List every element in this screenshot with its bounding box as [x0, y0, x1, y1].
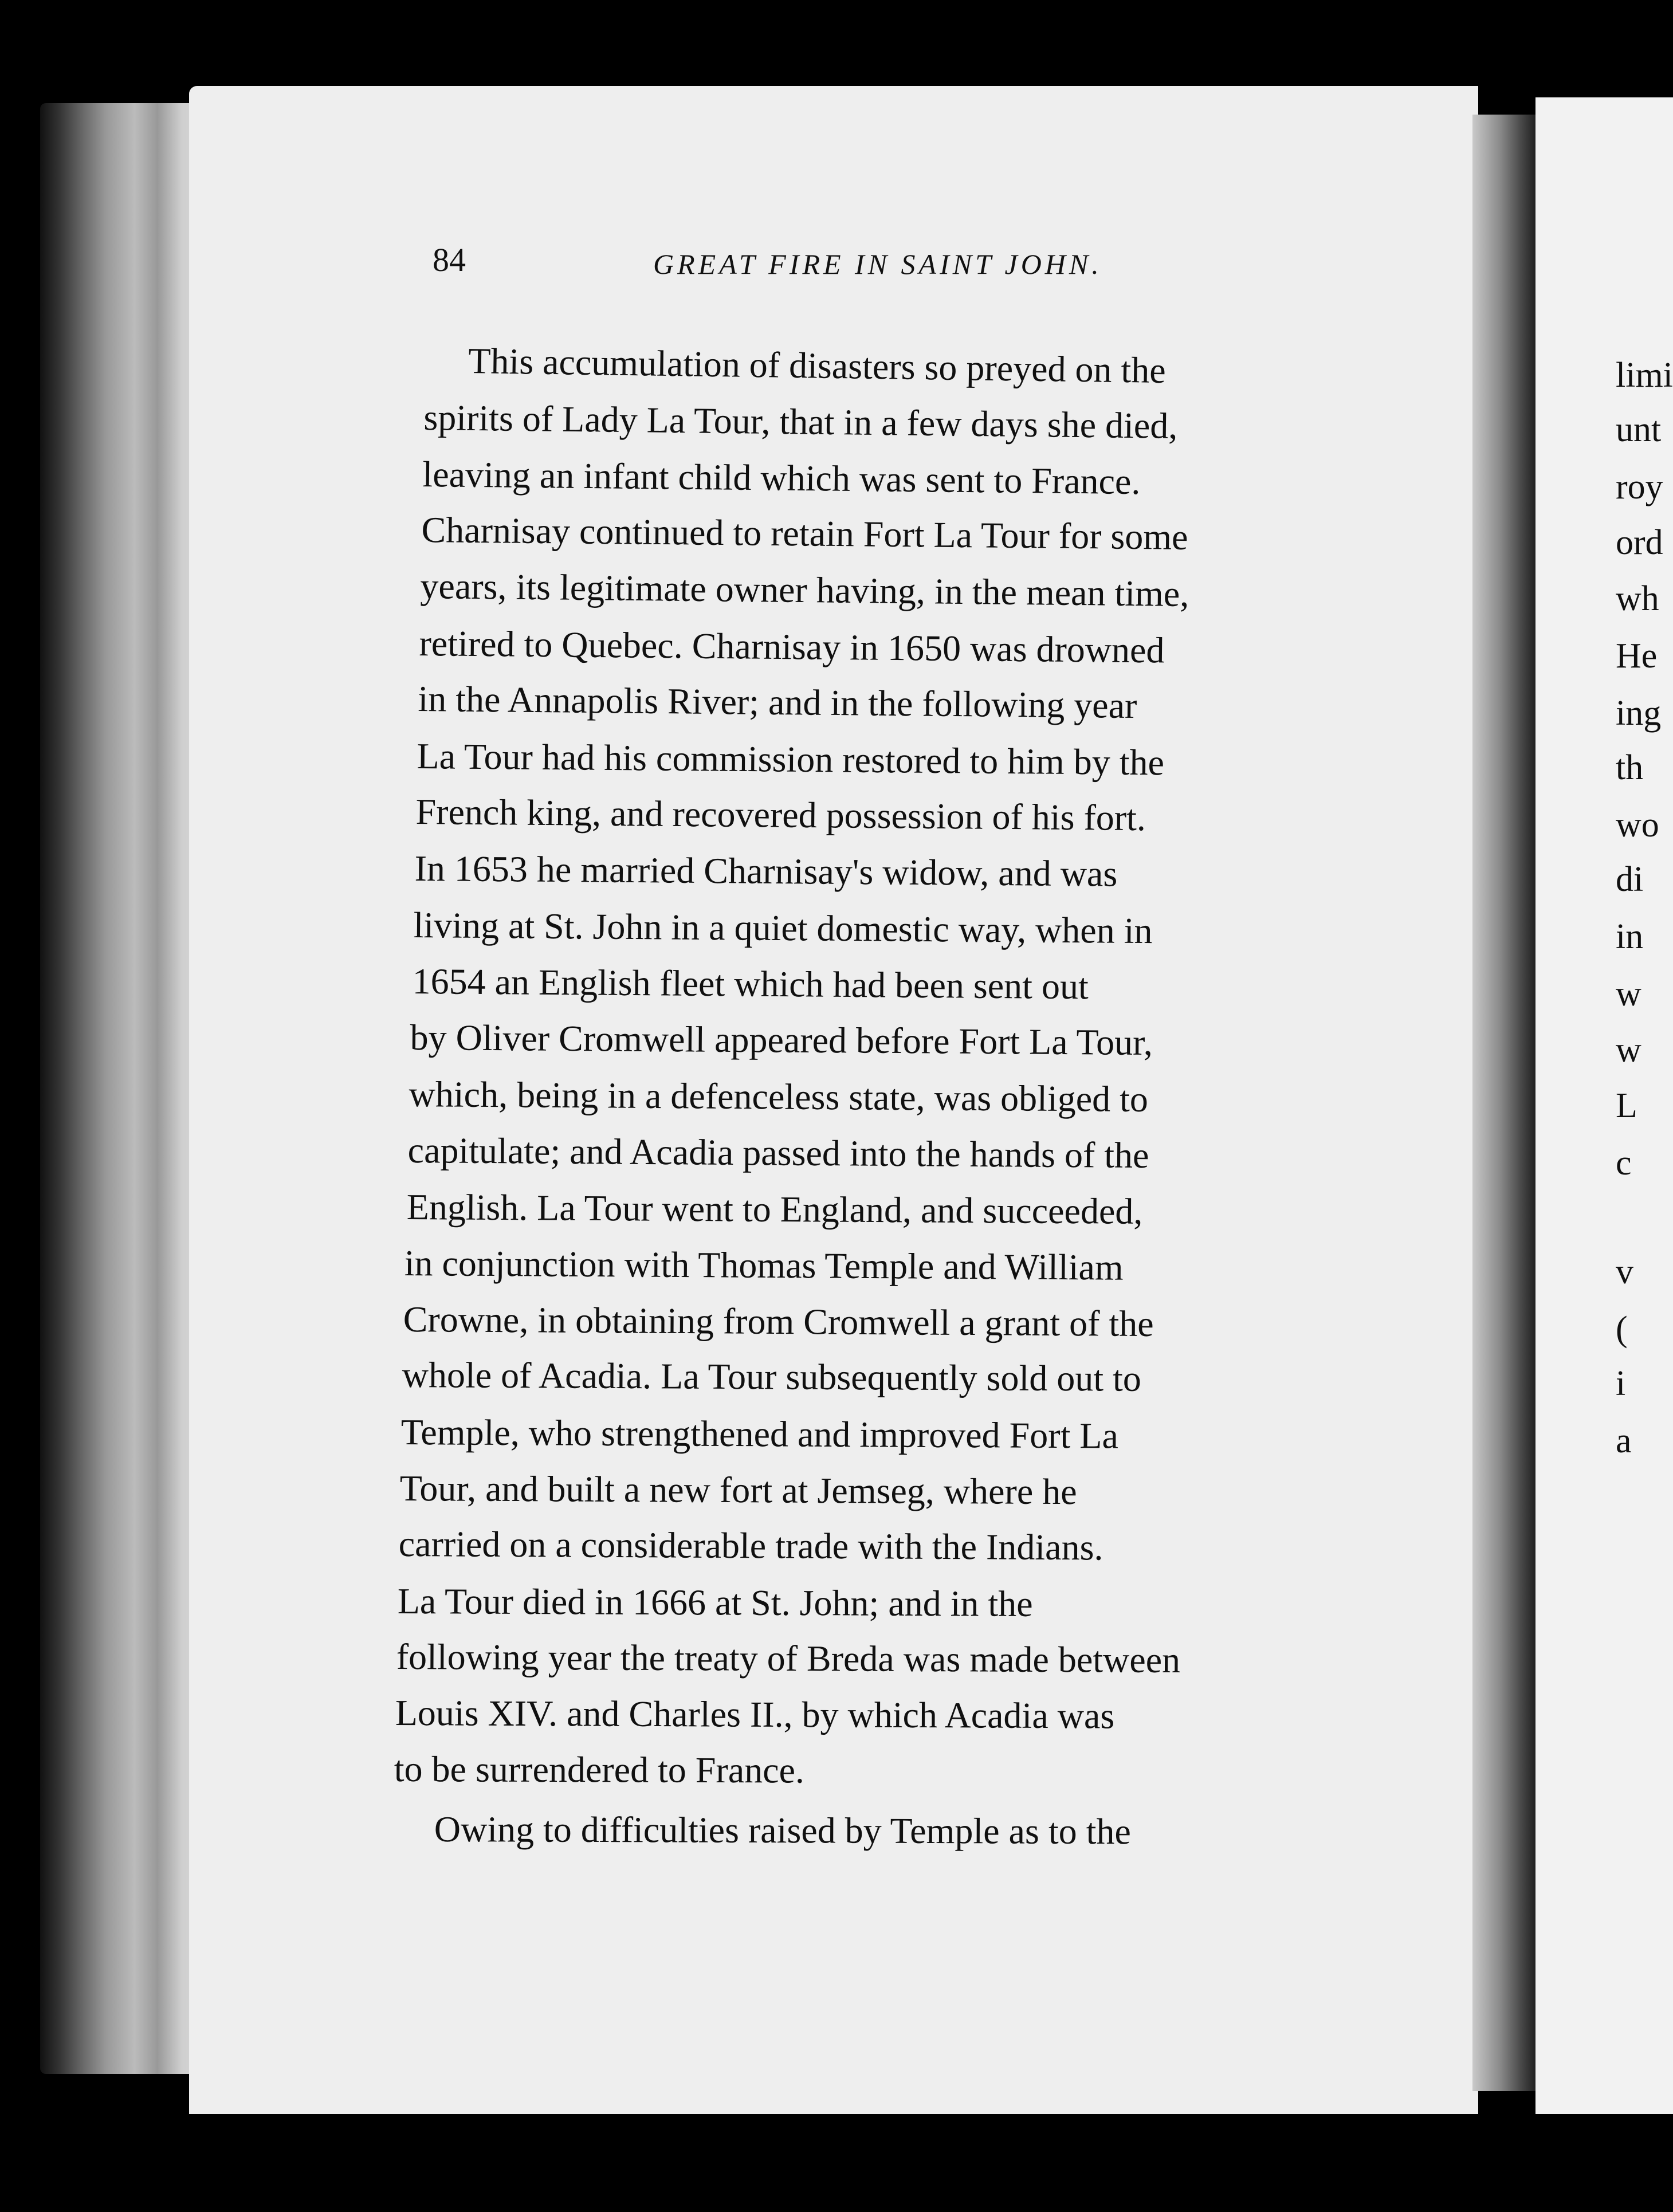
- text-line: in conjunction with Thomas Temple and William: [404, 1242, 1124, 1288]
- text-line: retired to Quebec. Charnisay in 1650 was drowned: [419, 622, 1165, 671]
- text-line: which, being in a defenceless state, was obliged to: [409, 1073, 1149, 1120]
- fragment: ing: [1616, 694, 1662, 733]
- fragment: w: [1616, 975, 1641, 1013]
- text-line: This accumulation of disasters so preyed on the: [468, 340, 1167, 391]
- text-line: living at St. John in a quiet domestic way, when in: [413, 904, 1153, 952]
- text-line: to be surrendered to France.: [394, 1749, 805, 1791]
- fragment: w: [1616, 1031, 1641, 1070]
- page-number: 84: [433, 241, 466, 278]
- text-line: by Oliver Cromwell appeared before Fort La Tour,: [410, 1016, 1153, 1063]
- text-line: following year the treaty of Breda was made between: [396, 1636, 1181, 1680]
- fragment: He: [1616, 637, 1658, 675]
- fragment: L: [1616, 1086, 1637, 1125]
- text-line: capitulate; and Acadia passed into the hands of the: [407, 1129, 1149, 1176]
- text-line: Charnisay continued to retain Fort La Tour for some: [421, 509, 1188, 557]
- fragment: a: [1616, 1421, 1632, 1460]
- fragment: i: [1616, 1364, 1626, 1403]
- fragment: c: [1616, 1144, 1632, 1182]
- text-line: in the Annapolis River; and in the following year: [418, 678, 1137, 726]
- text-line: Temple, who strengthened and improved Fort La: [400, 1411, 1119, 1456]
- text-line: 1654 an English fleet which had been sent out: [412, 960, 1089, 1007]
- text-line: La Tour had his commission restored to him by the: [417, 735, 1165, 783]
- text-line: Owing to difficulties raised by Temple as to the: [434, 1809, 1131, 1852]
- text-line: carried on a considerable trade with the Indians.: [398, 1523, 1103, 1568]
- fragment: wo: [1616, 806, 1659, 844]
- text-line: years, its legitimate owner having, in the mean time,: [420, 565, 1189, 615]
- fragment: v: [1616, 1252, 1633, 1291]
- fragment: wh: [1616, 579, 1659, 618]
- text-line: spirits of Lady La Tour, that in a few days she died,: [423, 396, 1178, 446]
- text-line: In 1653 he married Charnisay's widow, and was: [414, 847, 1118, 894]
- text-line: Crowne, in obtaining from Cromwell a grant of the: [403, 1298, 1154, 1345]
- fragment: ord: [1616, 523, 1663, 562]
- text-line: English. La Tour went to England, and succeeded,: [406, 1186, 1143, 1232]
- fragment: roy: [1616, 467, 1663, 506]
- text-line: leaving an infant child which was sent to France.: [422, 453, 1141, 502]
- text-line: Louis XIV. and Charles II., by which Acadia was: [395, 1692, 1115, 1736]
- fragment: th: [1616, 748, 1644, 787]
- fragment: di: [1616, 860, 1644, 899]
- text-line: French king, and recovered possession of his fort.: [415, 791, 1146, 839]
- fragment: in: [1616, 917, 1644, 956]
- fragment: (: [1616, 1310, 1628, 1349]
- running-title: GREAT FIRE IN SAINT JOHN.: [653, 248, 1102, 280]
- text-line: La Tour died in 1666 at St. John; and in the: [397, 1581, 1033, 1624]
- fragment: limi: [1616, 356, 1673, 395]
- fragment: unt: [1616, 410, 1662, 449]
- text-line: whole of Acadia. La Tour subsequently sold out to: [402, 1354, 1142, 1399]
- text-line: Tour, and built a new fort at Jemseg, where he: [399, 1467, 1077, 1512]
